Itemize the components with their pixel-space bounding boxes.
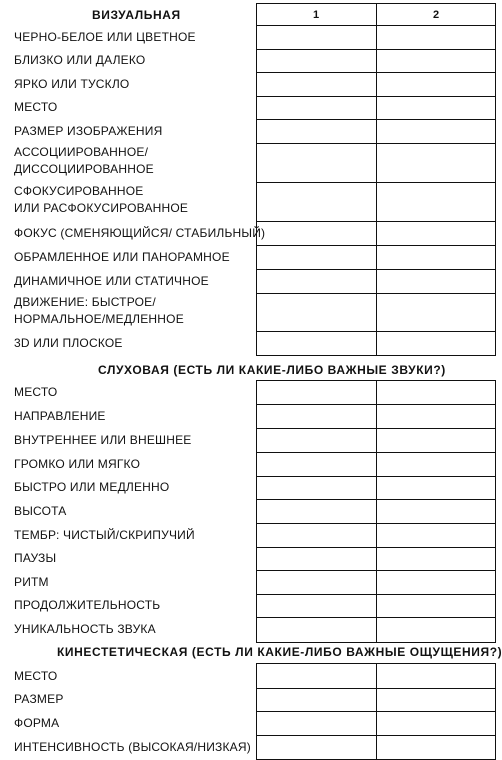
row-label-line: МЕСТО <box>14 668 58 683</box>
row-label <box>14 52 145 69</box>
row-label-line: 3D ИЛИ ПЛОСКОЕ <box>14 335 123 350</box>
table-row <box>257 72 495 96</box>
answer-cell-1[interactable] <box>257 73 377 96</box>
row-label-line: ВЫСОТА <box>14 503 67 518</box>
row-label <box>14 273 209 290</box>
row-label <box>14 29 196 46</box>
row-label <box>14 76 129 93</box>
row-label <box>14 432 192 449</box>
answer-cell-2[interactable] <box>377 183 495 221</box>
answer-cell-2[interactable] <box>377 736 495 759</box>
table-row <box>257 331 495 355</box>
table-row <box>257 452 495 476</box>
answer-cell-2[interactable] <box>377 524 495 547</box>
answer-cell-1[interactable] <box>257 246 377 269</box>
answer-cell-1[interactable] <box>257 712 377 735</box>
row-label-line: ГРОМКО ИЛИ МЯГКО <box>14 456 141 471</box>
row-label <box>14 335 123 352</box>
answer-cell-2[interactable] <box>377 294 495 331</box>
answer-cell-2[interactable] <box>377 571 495 594</box>
column-header-1: 1 <box>312 9 320 21</box>
row-label <box>14 144 154 178</box>
table-row <box>257 547 495 570</box>
answer-cell-2[interactable] <box>377 712 495 735</box>
answer-cell-1[interactable] <box>257 97 377 119</box>
row-label-line: ИНТЕНСИВНОСТЬ (ВЫСОКАЯ/НИЗКАЯ) <box>14 739 251 754</box>
auditory-section-title: СЛУХОВАЯ (ЕСТЬ ЛИ КАКИЕ-ЛИБО ВАЖНЫЕ ЗВУКИ?) <box>98 363 446 377</box>
table-row <box>257 594 495 617</box>
row-label-line: ТЕМБР: ЧИСТЫЙ/СКРИПУЧИЙ <box>14 527 195 542</box>
visual-section-title: ВИЗУАЛЬНАЯ <box>92 8 181 22</box>
answer-cell-2[interactable] <box>377 595 495 617</box>
answer-cell-2[interactable] <box>377 453 495 476</box>
answer-cell-1[interactable] <box>257 736 377 759</box>
answer-cell-1[interactable] <box>257 664 377 688</box>
table-row <box>257 476 495 499</box>
answer-cell-1[interactable] <box>257 332 377 355</box>
answer-cell-1[interactable] <box>257 548 377 570</box>
row-label-line: ВНУТРЕННЕЕ ИЛИ ВНЕШНЕЕ <box>14 432 192 447</box>
table-row <box>257 523 495 547</box>
row-label <box>14 574 49 591</box>
answer-cell-2[interactable] <box>377 689 495 711</box>
row-label-line: ДИНАМИЧНОЕ ИЛИ СТАТИЧНОЕ <box>14 273 209 288</box>
row-label <box>14 123 162 140</box>
row-label-line: ЧЕРНО-БЕЛОЕ ИЛИ ЦВЕТНОЕ <box>14 29 196 44</box>
answer-cell-1[interactable] <box>257 524 377 547</box>
answer-cell-1[interactable] <box>257 477 377 499</box>
table-row <box>257 688 495 711</box>
row-label-line: РИТМ <box>14 574 49 589</box>
answer-cell-1[interactable] <box>257 381 377 404</box>
answer-cell-1[interactable] <box>257 453 377 476</box>
table-row <box>257 381 495 404</box>
table-row <box>257 182 495 221</box>
row-label <box>14 715 59 732</box>
row-label-line: РАЗМЕР ИЗОБРАЖЕНИЯ <box>14 123 163 138</box>
row-label-line: ОБРАМЛЕННОЕ ИЛИ ПАНОРАМНОЕ <box>14 249 230 264</box>
answer-cell-1[interactable] <box>257 222 377 245</box>
table-row <box>257 570 495 594</box>
row-label <box>14 294 184 328</box>
table-row <box>257 221 495 245</box>
answer-cell-1[interactable] <box>257 294 377 331</box>
table-row <box>257 499 495 523</box>
header-cell <box>257 4 377 25</box>
answer-cell-2[interactable] <box>377 618 495 642</box>
table-row <box>257 119 495 143</box>
answer-cell-2[interactable] <box>377 222 495 245</box>
row-label <box>14 249 230 266</box>
row-label <box>14 408 106 425</box>
row-label-line: БЫСТРО ИЛИ МЕДЛЕННО <box>14 480 170 494</box>
answer-cell-1[interactable] <box>257 618 377 642</box>
row-label <box>14 691 64 708</box>
row-label-line: ФОКУС (СМЕНЯЮЩИЙСЯ/ СТАБИЛЬНЫЙ) <box>14 225 266 240</box>
table-row <box>257 96 495 119</box>
answer-cell-2[interactable] <box>377 73 495 96</box>
answer-cell-1[interactable] <box>257 183 377 221</box>
answer-cell-1[interactable] <box>257 50 377 72</box>
answer-cell-2[interactable] <box>377 144 495 182</box>
row-label-line: УНИКАЛЬНОСТЬ ЗВУКА <box>14 622 156 636</box>
row-label-line: НОРМАЛЬНОЕ/МЕДЛЕННОЕ <box>14 312 184 326</box>
answer-cell-2[interactable] <box>377 270 495 293</box>
row-label <box>14 668 57 685</box>
answer-cell-2[interactable] <box>377 548 495 570</box>
auditory-grid <box>256 380 496 643</box>
answer-cell-2[interactable] <box>377 120 495 143</box>
table-row <box>257 664 495 688</box>
row-label-line: НАПРАВЛЕНИЕ <box>14 408 106 423</box>
row-label-line: ДВИЖЕНИЕ: БЫСТРОЕ/ <box>14 295 156 309</box>
answer-cell-1[interactable] <box>257 689 377 711</box>
answer-cell-1[interactable] <box>257 571 377 594</box>
answer-cell-2[interactable] <box>377 381 495 404</box>
row-label-line: МЕСТО <box>14 100 58 114</box>
table-row <box>257 25 495 49</box>
answer-cell-2[interactable] <box>377 50 495 72</box>
answer-cell-1[interactable] <box>257 500 377 523</box>
kinesthetic-section-title: КИНЕСТЕТИЧЕСКАЯ (ЕСТЬ ЛИ КАКИЕ-ЛИБО ВАЖНЫЕ ОЩУЩЕНИЯ?) <box>57 645 502 659</box>
table-row <box>257 711 495 735</box>
answer-cell-2[interactable] <box>377 664 495 688</box>
table-row <box>257 617 495 642</box>
row-label <box>14 597 160 614</box>
answer-cell-1[interactable] <box>257 270 377 293</box>
table-row <box>257 404 495 428</box>
table-row <box>257 269 495 293</box>
answer-cell-1[interactable] <box>257 26 377 49</box>
answer-cell-2[interactable] <box>377 97 495 119</box>
row-label <box>14 479 169 496</box>
row-label-line: ПАУЗЫ <box>14 551 57 565</box>
table-row <box>257 735 495 759</box>
row-label-line: ИЛИ РАСФОКУСИРОВАННОЕ <box>14 201 189 215</box>
answer-cell-2[interactable] <box>377 246 495 269</box>
answer-cell-1[interactable] <box>257 120 377 143</box>
row-label <box>14 99 57 116</box>
row-label-line: ДИССОЦИИРОВАННОЕ <box>14 162 154 176</box>
row-label-line: ФОРМА <box>14 715 60 730</box>
row-label-line: РАЗМЕР <box>14 692 64 706</box>
table-row <box>257 143 495 182</box>
row-label-line: СФОКУСИРОВАННОЕ <box>14 184 144 198</box>
table-row <box>257 428 495 452</box>
answer-cell-2[interactable] <box>377 332 495 355</box>
header-cell <box>377 4 495 25</box>
column-header-row <box>257 4 495 25</box>
answer-cell-2[interactable] <box>377 477 495 499</box>
row-label <box>14 739 251 756</box>
kinesthetic-grid <box>256 663 496 760</box>
answer-cell-2[interactable] <box>377 429 495 452</box>
answer-cell-1[interactable] <box>257 405 377 428</box>
answer-cell-2[interactable] <box>377 500 495 523</box>
column-header-2: 2 <box>432 9 440 21</box>
answer-cell-1[interactable] <box>257 144 377 182</box>
answer-cell-2[interactable] <box>377 26 495 49</box>
row-label-line: БЛИЗКО ИЛИ ДАЛЕКО <box>14 53 146 67</box>
table-row <box>257 49 495 72</box>
row-label-line: МЕСТО <box>14 385 58 399</box>
table-row <box>257 245 495 269</box>
visual-grid <box>256 3 496 356</box>
answer-cell-2[interactable] <box>377 405 495 428</box>
row-label <box>14 183 188 217</box>
row-label <box>14 550 56 567</box>
row-label <box>14 527 195 544</box>
row-label-line: ПРОДОЛЖИТЕЛЬНОСТЬ <box>14 598 161 612</box>
row-label <box>14 384 57 401</box>
row-label <box>14 456 140 473</box>
table-row <box>257 293 495 331</box>
row-label <box>14 503 67 520</box>
row-label <box>14 225 265 242</box>
row-label-line: ЯРКО ИЛИ ТУСКЛО <box>14 76 130 91</box>
row-label <box>14 621 156 638</box>
answer-cell-1[interactable] <box>257 595 377 617</box>
answer-cell-1[interactable] <box>257 429 377 452</box>
row-label-line: АССОЦИИРОВАННОЕ/ <box>14 145 149 159</box>
